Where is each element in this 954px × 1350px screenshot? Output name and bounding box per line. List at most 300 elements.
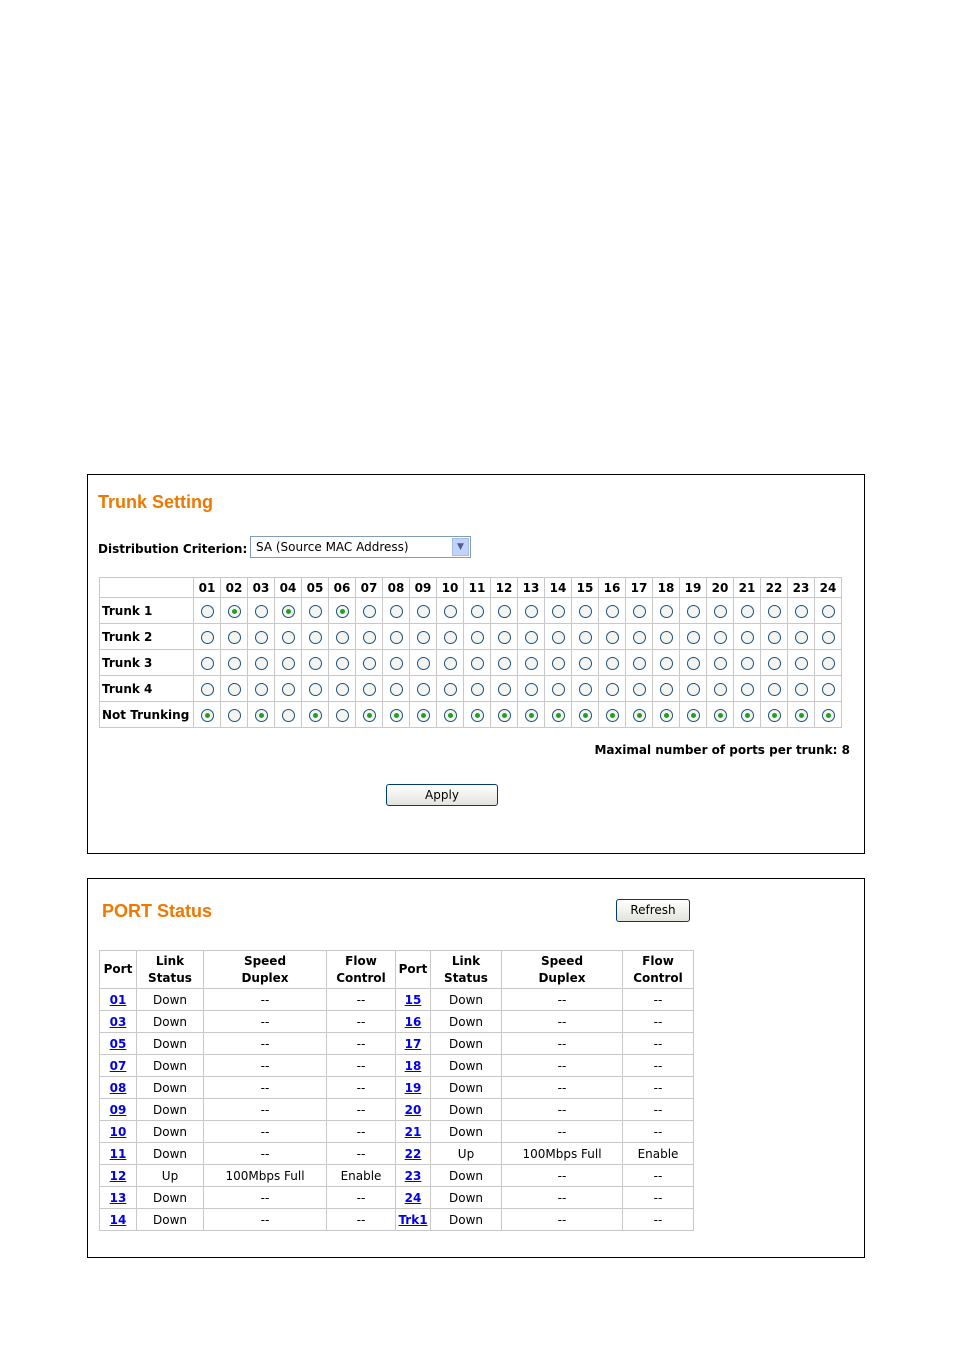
port-radio[interactable]: [390, 631, 403, 644]
flow-control-header: Flow Control: [623, 951, 694, 989]
port-radio[interactable]: [309, 709, 322, 722]
port-cell: [396, 1143, 431, 1165]
port-radio[interactable]: [714, 631, 727, 644]
trunk-port-header: 13: [518, 578, 545, 598]
trunk-cell: [437, 598, 464, 624]
port-radio[interactable]: [498, 605, 511, 618]
trunk-cell: [707, 598, 734, 624]
trunk-cell: [572, 624, 599, 650]
port-radio[interactable]: [741, 631, 754, 644]
port-radio[interactable]: [417, 605, 430, 618]
trunk-cell: [761, 650, 788, 676]
port-cell: [396, 1121, 431, 1143]
port-link[interactable]: 20: [404, 1102, 422, 1117]
trunk-cell: [194, 702, 221, 728]
trunk-port-header: 24: [815, 578, 842, 598]
port-radio[interactable]: [822, 657, 835, 670]
trunk-cell: [653, 650, 680, 676]
port-radio[interactable]: [525, 709, 538, 722]
trunk-cell: [572, 676, 599, 702]
port-radio[interactable]: [390, 657, 403, 670]
flow-control-cell: --: [327, 1033, 396, 1055]
trunk-cell: [464, 676, 491, 702]
port-radio[interactable]: [498, 657, 511, 670]
trunk-row-label: Trunk 3: [100, 650, 194, 676]
port-radio[interactable]: [228, 709, 241, 722]
port-radio[interactable]: [741, 657, 754, 670]
port-status-row: [100, 1187, 694, 1209]
port-radio[interactable]: [768, 657, 781, 670]
port-cell: [100, 1187, 137, 1209]
port-radio[interactable]: [606, 683, 619, 696]
port-radio[interactable]: [255, 709, 268, 722]
trunk-row: [100, 650, 842, 676]
trunk-cell: [734, 676, 761, 702]
trunk-cell: [761, 624, 788, 650]
port-radio[interactable]: [201, 683, 214, 696]
port-radio[interactable]: [525, 605, 538, 618]
port-radio[interactable]: [390, 605, 403, 618]
port-radio[interactable]: [309, 657, 322, 670]
port-radio[interactable]: [660, 605, 673, 618]
trunk-port-header: 02: [221, 578, 248, 598]
trunk-cell: [653, 676, 680, 702]
link-status-cell: Down: [431, 1099, 502, 1121]
trunk-cell: [275, 702, 302, 728]
port-status-row: [100, 1143, 694, 1165]
port-radio[interactable]: [417, 631, 430, 644]
trunk-cell: [464, 702, 491, 728]
trunk-table: [99, 577, 842, 728]
port-radio[interactable]: [471, 709, 484, 722]
port-radio[interactable]: [795, 631, 808, 644]
port-radio[interactable]: [687, 683, 700, 696]
link-status-cell: Down: [137, 1143, 204, 1165]
port-radio[interactable]: [552, 683, 565, 696]
port-radio[interactable]: [471, 631, 484, 644]
speed-duplex-cell: 100Mbps Full: [204, 1165, 327, 1187]
trunk-cell: [275, 624, 302, 650]
trunk-port-header: 16: [599, 578, 626, 598]
port-radio[interactable]: [579, 605, 592, 618]
flow-control-cell: --: [623, 1033, 694, 1055]
trunk-cell: [410, 702, 437, 728]
trunk-cell: [761, 598, 788, 624]
port-radio[interactable]: [741, 683, 754, 696]
speed-duplex-cell: --: [204, 989, 327, 1011]
port-radio[interactable]: [606, 657, 619, 670]
port-link[interactable]: 07: [109, 1058, 127, 1073]
port-radio[interactable]: [444, 683, 457, 696]
port-radio[interactable]: [768, 683, 781, 696]
port-link[interactable]: 05: [109, 1036, 127, 1051]
port-radio[interactable]: [768, 605, 781, 618]
port-radio[interactable]: [228, 683, 241, 696]
trunk-cell: [599, 598, 626, 624]
port-status-row: [100, 1209, 694, 1231]
port-radio[interactable]: [822, 709, 835, 722]
port-radio[interactable]: [228, 605, 241, 618]
port-radio[interactable]: [444, 709, 457, 722]
port-radio[interactable]: [498, 683, 511, 696]
port-status-title: PORT Status: [102, 901, 213, 921]
port-cell: [100, 1143, 137, 1165]
trunk-header-corner: [100, 578, 194, 598]
port-radio[interactable]: [768, 631, 781, 644]
port-link[interactable]: 12: [109, 1168, 127, 1183]
port-cell: [100, 1121, 137, 1143]
port-link[interactable]: 13: [109, 1190, 127, 1205]
trunk-cell: [518, 702, 545, 728]
speed-duplex-cell: --: [204, 1121, 327, 1143]
link-status-cell: Down: [431, 1033, 502, 1055]
link-status-cell: Down: [431, 1077, 502, 1099]
trunk-setting-panel: [87, 474, 865, 854]
link-status-cell: Down: [431, 1187, 502, 1209]
port-radio[interactable]: [228, 657, 241, 670]
flow-control-cell: --: [327, 1077, 396, 1099]
port-cell: [396, 1209, 431, 1231]
flow-control-cell: --: [623, 1209, 694, 1231]
trunk-cell: [491, 650, 518, 676]
port-link[interactable]: 19: [404, 1080, 422, 1095]
trunk-cell: [599, 702, 626, 728]
port-radio[interactable]: [309, 683, 322, 696]
port-radio[interactable]: [444, 605, 457, 618]
port-link[interactable]: 08: [109, 1080, 127, 1095]
port-radio[interactable]: [579, 657, 592, 670]
speed-duplex-cell: --: [502, 1077, 623, 1099]
port-radio[interactable]: [633, 657, 646, 670]
port-radio[interactable]: [282, 631, 295, 644]
trunk-port-header: 09: [410, 578, 437, 598]
flow-control-cell: --: [623, 1099, 694, 1121]
trunk-cell: [464, 598, 491, 624]
speed-duplex-cell: --: [502, 1011, 623, 1033]
speed-duplex-cell: --: [204, 1099, 327, 1121]
port-link[interactable]: 14: [109, 1212, 127, 1227]
port-radio[interactable]: [822, 683, 835, 696]
distribution-criterion-select[interactable]: [250, 536, 471, 558]
port-link[interactable]: 18: [404, 1058, 422, 1073]
trunk-cell: [491, 624, 518, 650]
port-radio[interactable]: [471, 605, 484, 618]
trunk-cell: [680, 598, 707, 624]
trunk-cell: [194, 624, 221, 650]
port-radio[interactable]: [633, 683, 646, 696]
port-link[interactable]: 11: [109, 1146, 127, 1161]
port-radio[interactable]: [255, 605, 268, 618]
flow-control-cell: Enable: [623, 1143, 694, 1165]
trunk-cell: [194, 650, 221, 676]
max-ports-note: Maximal number of ports per trunk: 8: [594, 743, 850, 757]
link-status-cell: Down: [137, 1209, 204, 1231]
trunk-cell: [788, 676, 815, 702]
port-status-row: [100, 1077, 694, 1099]
port-radio[interactable]: [201, 605, 214, 618]
port-radio[interactable]: [417, 709, 430, 722]
apply-button[interactable]: Apply: [386, 784, 498, 806]
port-radio[interactable]: [444, 657, 457, 670]
port-cell: [100, 1099, 137, 1121]
chevron-down-icon[interactable]: ▼: [452, 538, 469, 556]
trunk-port-header: 17: [626, 578, 653, 598]
port-radio[interactable]: [390, 683, 403, 696]
port-radio[interactable]: [201, 709, 214, 722]
port-radio[interactable]: [714, 605, 727, 618]
trunk-cell: [788, 598, 815, 624]
link-status-cell: Down: [137, 1077, 204, 1099]
link-status-header: Link Status: [137, 951, 204, 989]
trunk-port-header: 05: [302, 578, 329, 598]
port-link[interactable]: 17: [404, 1036, 422, 1051]
trunk-cell: [545, 676, 572, 702]
trunk-cell: [491, 676, 518, 702]
port-cell: [100, 1209, 137, 1231]
port-radio[interactable]: [336, 709, 349, 722]
trunk-cell: [275, 650, 302, 676]
link-status-cell: Down: [431, 1165, 502, 1187]
port-radio[interactable]: [498, 709, 511, 722]
port-radio[interactable]: [336, 683, 349, 696]
port-cell: [100, 1077, 137, 1099]
port-link[interactable]: 10: [109, 1124, 127, 1139]
port-radio[interactable]: [687, 657, 700, 670]
port-radio[interactable]: [282, 605, 295, 618]
port-radio[interactable]: [714, 683, 727, 696]
port-radio[interactable]: [255, 631, 268, 644]
trunk-cell: [680, 702, 707, 728]
trunk-cell: [815, 702, 842, 728]
port-radio[interactable]: [606, 605, 619, 618]
trunk-cell: [329, 624, 356, 650]
speed-duplex-cell: --: [502, 1121, 623, 1143]
trunk-cell: [383, 650, 410, 676]
port-link[interactable]: 22: [404, 1146, 422, 1161]
port-radio[interactable]: [633, 605, 646, 618]
port-radio[interactable]: [768, 709, 781, 722]
trunk-port-header: 19: [680, 578, 707, 598]
port-radio[interactable]: [660, 683, 673, 696]
port-radio[interactable]: [552, 631, 565, 644]
port-radio[interactable]: [255, 657, 268, 670]
port-radio[interactable]: [309, 631, 322, 644]
port-radio[interactable]: [741, 709, 754, 722]
port-radio[interactable]: [363, 631, 376, 644]
port-radio[interactable]: [606, 631, 619, 644]
port-radio[interactable]: [579, 683, 592, 696]
port-link[interactable]: 21: [404, 1124, 422, 1139]
trunk-cell: [194, 598, 221, 624]
port-radio[interactable]: [579, 709, 592, 722]
trunk-cell: [680, 624, 707, 650]
port-radio[interactable]: [687, 709, 700, 722]
trunk-cell: [626, 676, 653, 702]
port-radio[interactable]: [606, 709, 619, 722]
port-link[interactable]: 16: [404, 1014, 422, 1029]
trunk-cell: [707, 676, 734, 702]
port-link[interactable]: 03: [109, 1014, 127, 1029]
port-radio[interactable]: [363, 657, 376, 670]
trunk-cell: [545, 624, 572, 650]
port-radio[interactable]: [417, 683, 430, 696]
trunk-cell: [302, 598, 329, 624]
port-status-row: [100, 1011, 694, 1033]
flow-control-cell: --: [327, 1011, 396, 1033]
trunk-cell: [410, 650, 437, 676]
flow-control-cell: --: [327, 1055, 396, 1077]
trunk-port-header: 18: [653, 578, 680, 598]
trunk-cell: [680, 676, 707, 702]
trunk-cell: [599, 676, 626, 702]
trunk-port-header: 22: [761, 578, 788, 598]
trunk-port-header: 07: [356, 578, 383, 598]
trunk-cell: [707, 650, 734, 676]
trunk-cell: [518, 624, 545, 650]
speed-duplex-cell: --: [502, 1209, 623, 1231]
port-radio[interactable]: [714, 657, 727, 670]
link-status-cell: Up: [431, 1143, 502, 1165]
port-link[interactable]: 15: [404, 992, 422, 1007]
port-radio[interactable]: [633, 631, 646, 644]
trunk-cell: [815, 650, 842, 676]
speed-duplex-cell: 100Mbps Full: [502, 1143, 623, 1165]
port-radio[interactable]: [282, 683, 295, 696]
port-radio[interactable]: [201, 657, 214, 670]
trunk-port-header: 12: [491, 578, 518, 598]
port-radio[interactable]: [336, 657, 349, 670]
trunk-cell: [545, 702, 572, 728]
trunk-cell: [680, 650, 707, 676]
port-radio[interactable]: [363, 683, 376, 696]
port-radio[interactable]: [633, 709, 646, 722]
port-radio[interactable]: [525, 683, 538, 696]
trunk-header-row: [100, 578, 842, 598]
trunk-cell: [788, 702, 815, 728]
link-status-cell: Down: [431, 1055, 502, 1077]
trunk-port-header: 21: [734, 578, 761, 598]
trunk-cell: [707, 702, 734, 728]
trunk-cell: [221, 702, 248, 728]
port-radio[interactable]: [552, 657, 565, 670]
trunk-cell: [626, 598, 653, 624]
trunk-cell: [410, 598, 437, 624]
port-radio[interactable]: [201, 631, 214, 644]
trunk-cell: [275, 598, 302, 624]
trunk-port-header: 15: [572, 578, 599, 598]
flow-control-cell: --: [623, 1187, 694, 1209]
trunk-cell: [383, 624, 410, 650]
trunk-cell: [437, 624, 464, 650]
port-radio[interactable]: [741, 605, 754, 618]
trunk-row-label: Trunk 2: [100, 624, 194, 650]
link-status-cell: Down: [137, 1033, 204, 1055]
port-radio[interactable]: [660, 631, 673, 644]
trunk-cell: [518, 598, 545, 624]
port-status-row: [100, 1033, 694, 1055]
port-radio[interactable]: [363, 709, 376, 722]
port-radio[interactable]: [390, 709, 403, 722]
port-radio[interactable]: [579, 631, 592, 644]
port-radio[interactable]: [660, 709, 673, 722]
trunk-cell: [410, 676, 437, 702]
port-radio[interactable]: [525, 631, 538, 644]
link-status-cell: Down: [431, 1209, 502, 1231]
trunk-cell: [302, 624, 329, 650]
trunk-cell: [302, 676, 329, 702]
link-status-cell: Down: [431, 989, 502, 1011]
port-radio[interactable]: [687, 605, 700, 618]
trunk-cell: [248, 624, 275, 650]
port-radio[interactable]: [552, 605, 565, 618]
port-radio[interactable]: [363, 605, 376, 618]
refresh-button[interactable]: Refresh: [616, 899, 690, 922]
port-radio[interactable]: [471, 683, 484, 696]
link-status-cell: Down: [137, 1187, 204, 1209]
trunk-cell: [545, 598, 572, 624]
trunk-cell: [599, 650, 626, 676]
port-radio[interactable]: [525, 657, 538, 670]
port-radio[interactable]: [309, 605, 322, 618]
port-header: Port: [100, 951, 137, 989]
trunk-cell: [545, 650, 572, 676]
port-radio[interactable]: [228, 631, 241, 644]
port-radio[interactable]: [336, 605, 349, 618]
port-header: Port: [396, 951, 431, 989]
link-status-cell: Down: [137, 1121, 204, 1143]
port-radio[interactable]: [282, 709, 295, 722]
trunk-cell: [248, 702, 275, 728]
port-link[interactable]: 09: [109, 1102, 127, 1117]
trunk-cell: [626, 702, 653, 728]
port-radio[interactable]: [795, 605, 808, 618]
trunk-row: [100, 624, 842, 650]
port-radio[interactable]: [795, 657, 808, 670]
port-status-row: [100, 1055, 694, 1077]
port-link[interactable]: 23: [404, 1168, 422, 1183]
port-radio[interactable]: [552, 709, 565, 722]
port-link[interactable]: Trk1: [398, 1212, 428, 1227]
port-radio[interactable]: [444, 631, 457, 644]
link-status-cell: Down: [431, 1011, 502, 1033]
trunk-cell: [707, 624, 734, 650]
port-radio[interactable]: [417, 657, 430, 670]
port-radio[interactable]: [795, 709, 808, 722]
port-status-row: [100, 1121, 694, 1143]
trunk-row-label: Trunk 4: [100, 676, 194, 702]
port-link[interactable]: 24: [404, 1190, 422, 1205]
port-radio[interactable]: [822, 605, 835, 618]
port-radio[interactable]: [714, 709, 727, 722]
port-radio[interactable]: [660, 657, 673, 670]
port-link[interactable]: 01: [109, 992, 127, 1007]
port-radio[interactable]: [336, 631, 349, 644]
port-radio[interactable]: [282, 657, 295, 670]
port-radio[interactable]: [498, 631, 511, 644]
port-radio[interactable]: [822, 631, 835, 644]
trunk-cell: [302, 702, 329, 728]
port-status-row: [100, 1099, 694, 1121]
port-radio[interactable]: [255, 683, 268, 696]
trunk-cell: [788, 624, 815, 650]
port-radio[interactable]: [795, 683, 808, 696]
trunk-cell: [464, 650, 491, 676]
port-radio[interactable]: [687, 631, 700, 644]
trunk-row-label: Not Trunking: [100, 702, 194, 728]
port-cell: [396, 1033, 431, 1055]
flow-control-cell: --: [327, 1187, 396, 1209]
port-radio[interactable]: [471, 657, 484, 670]
